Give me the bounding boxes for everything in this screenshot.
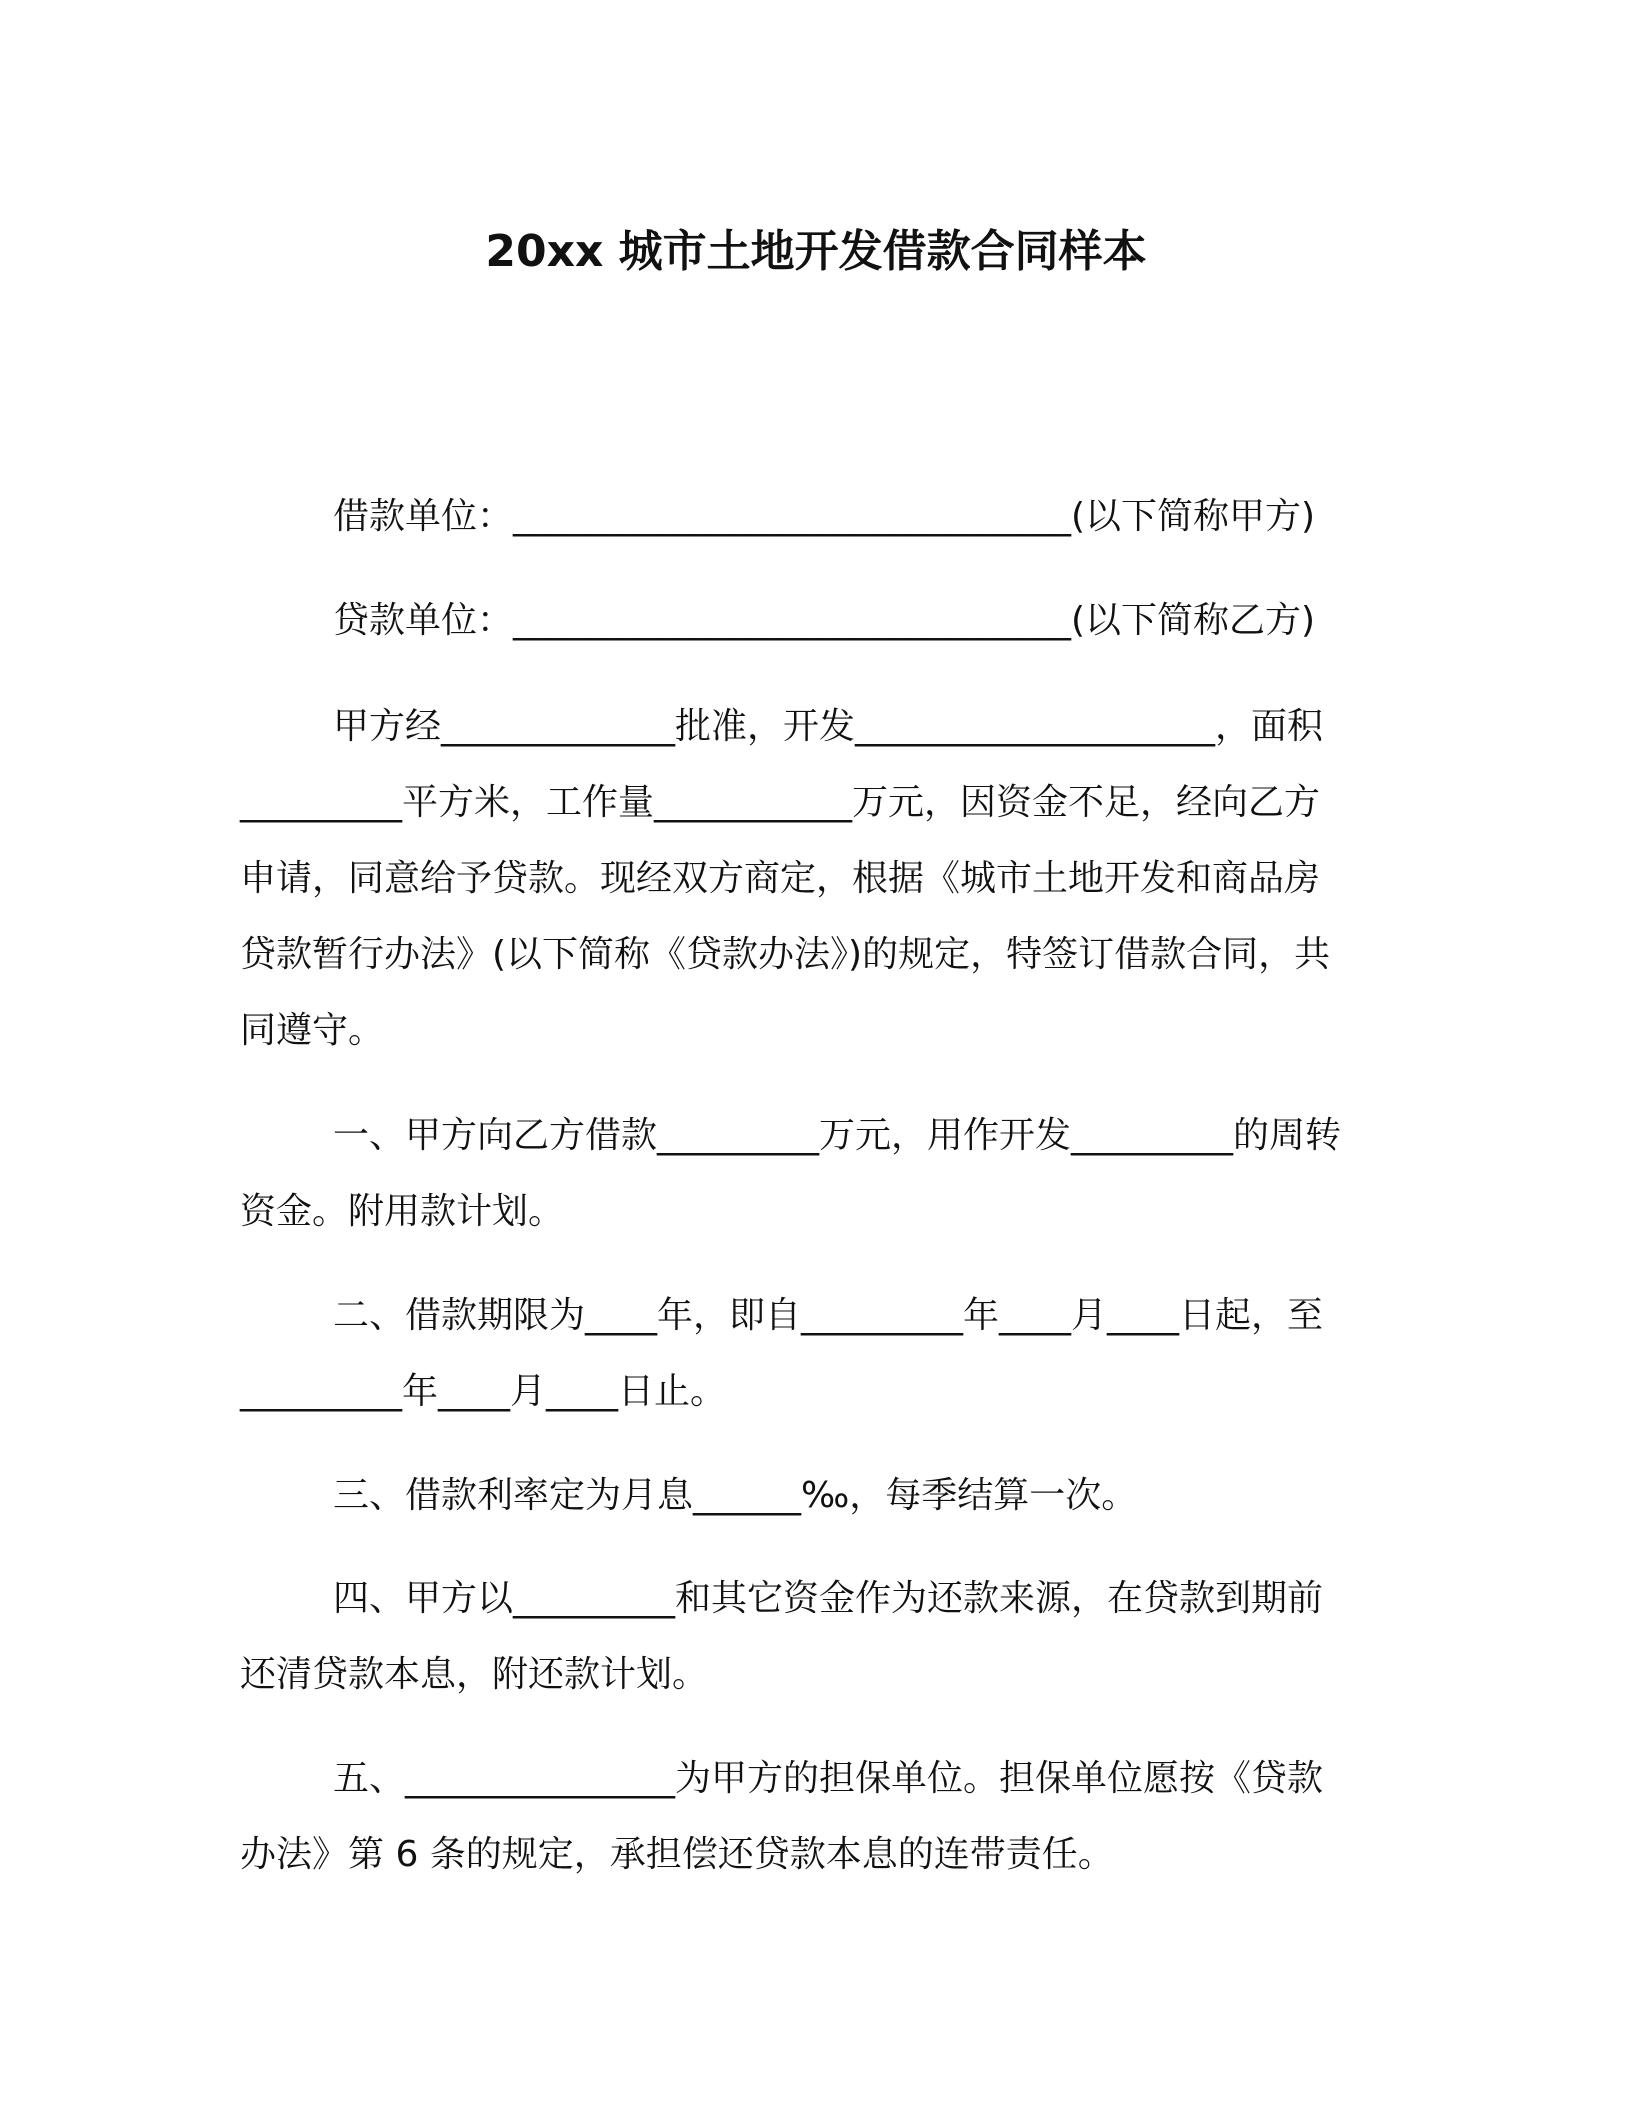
text-line: 资金。附用款计划。 xyxy=(240,1191,565,1232)
text-line: _________年____月____日止。 xyxy=(240,1371,727,1412)
text-line: 贷款暂行办法》(以下简称《贷款办法》)的规定，特签订借款合同，共 xyxy=(240,934,1331,975)
document-title: 20xx 城市土地开发借款合同样本 xyxy=(485,226,1147,277)
text-line: 贷款单位：_______________________________(以下简称乙方) xyxy=(333,600,1316,641)
text-line: 还清贷款本息，附还款计划。 xyxy=(240,1654,709,1695)
text-line: 借款单位：_______________________________(以下简称甲方) xyxy=(333,496,1316,537)
text-line: 三、借款利率定为月息______‰，每季结算一次。 xyxy=(333,1475,1138,1516)
text-line: 办法》第 6 条的规定，承担偿还贷款本息的连带责任。 xyxy=(240,1834,1114,1875)
text-line: 同遵守。 xyxy=(240,1010,385,1051)
text-line: 四、甲方以_________和其它资金作为还款来源，在贷款到期前 xyxy=(333,1578,1324,1619)
text-line: 一、甲方向乙方借款_________万元，用作开发_________的周转 xyxy=(333,1115,1342,1156)
text-line: 申请，同意给予贷款。现经双方商定，根据《城市土地开发和商品房 xyxy=(240,858,1321,899)
text-line: 甲方经_____________批准，开发____________________，面积 xyxy=(333,706,1324,747)
text-line: 五、_______________为甲方的担保单位。担保单位愿按《贷款 xyxy=(333,1758,1324,1799)
text-line: 二、借款期限为____年，即自_________年____月____日起，至 xyxy=(333,1295,1324,1336)
text-line: _________平方米，工作量___________万元，因资金不足，经向乙方 xyxy=(240,782,1321,823)
